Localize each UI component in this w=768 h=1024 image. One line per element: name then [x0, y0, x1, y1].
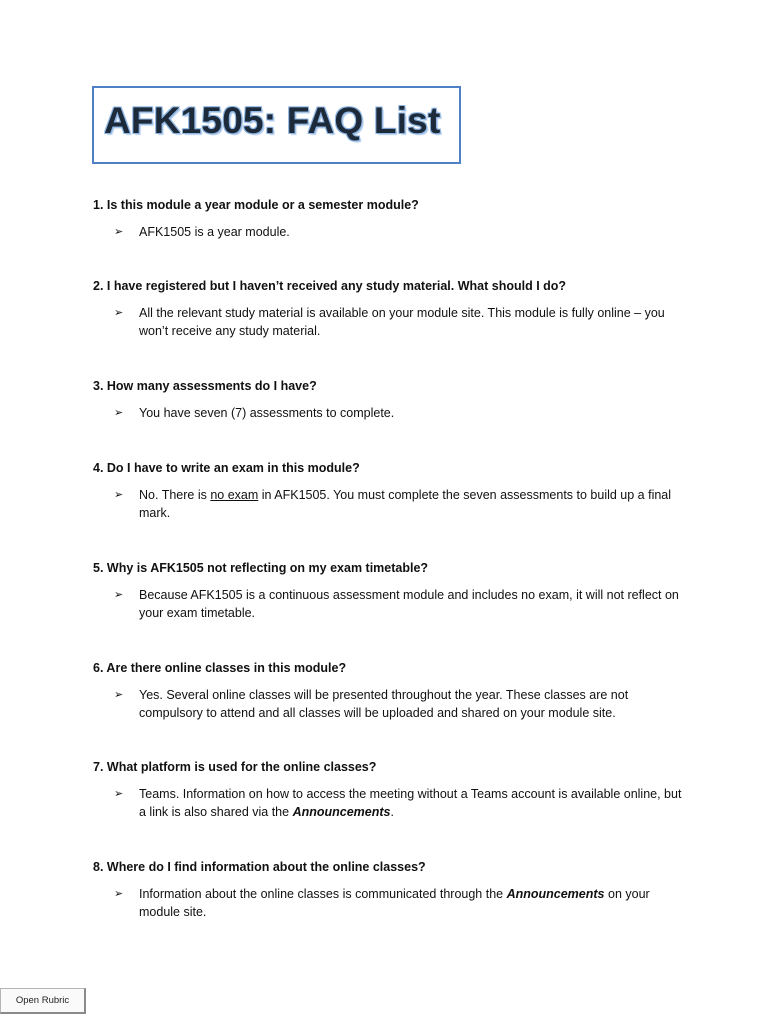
- faq-answer-text: AFK1505 is a year module.: [139, 225, 290, 239]
- faq-answer-text: You have seven (7) assessments to complete.: [139, 406, 395, 420]
- faq-question: 1. Is this module a year module or a semester module?: [93, 198, 419, 212]
- arrow-bullet-icon: ➢: [114, 888, 124, 900]
- faq-question: 3. How many assessments do I have?: [93, 379, 317, 393]
- open-rubric-button[interactable]: Open Rubric: [0, 988, 86, 1014]
- faq-answer-text-post: on your module site.: [139, 887, 650, 919]
- faq-answer: [93, 586, 683, 622]
- faq-question: 6. Are there online classes in this module?: [93, 661, 347, 675]
- faq-answer: [93, 404, 683, 422]
- faq-question: 4. Do I have to write an exam in this module?: [93, 461, 360, 475]
- faq-item-2: [93, 277, 683, 340]
- faq-answer-text: Because AFK1505 is a continuous assessment module and includes no exam, it will not reflect on your exam timetable.: [139, 588, 679, 620]
- faq-answer-emphasis: Announcements: [506, 887, 605, 901]
- arrow-bullet-icon: ➢: [114, 226, 124, 238]
- faq-answer-emphasis: Announcements: [292, 805, 391, 819]
- faq-answer-text: All the relevant study material is available on your module site. This module is fully online – you won’t receive any study material.: [139, 306, 665, 338]
- faq-answer-text: Yes. Several online classes will be presented throughout the year. These classes are not compulsory to attend and all classes will be uploaded and shared on your module site.: [139, 688, 629, 720]
- faq-answer: [93, 885, 683, 921]
- faq-answer-text-post: in AFK1505. You must complete the seven assessments to build up a final mark.: [139, 488, 672, 520]
- document-title: AFK1505: FAQ List: [104, 100, 441, 141]
- faq-answer-text-post: .: [390, 805, 394, 819]
- faq-item-4: [93, 459, 683, 522]
- faq-answer: [93, 486, 683, 522]
- faq-answer: [93, 686, 683, 722]
- faq-item-6: [93, 659, 683, 722]
- faq-answer-text-pre: No. There is: [139, 488, 211, 502]
- arrow-bullet-icon: ➢: [114, 307, 124, 319]
- faq-question: 2. I have registered but I haven’t received any study material. What should I do?: [93, 279, 567, 293]
- faq-item-1: [93, 196, 683, 241]
- title-box: [92, 86, 461, 164]
- faq-answer: [93, 304, 683, 340]
- arrow-bullet-icon: ➢: [114, 489, 124, 501]
- faq-item-5: [93, 559, 683, 622]
- faq-answer-text-pre: Teams. Information on how to access the meeting without a Teams account is available online, but a link is also shared via the: [139, 787, 682, 819]
- arrow-bullet-icon: ➢: [114, 407, 124, 419]
- arrow-bullet-icon: ➢: [114, 788, 124, 800]
- faq-item-7: [93, 758, 683, 821]
- arrow-bullet-icon: ➢: [114, 589, 124, 601]
- faq-question: 5. Why is AFK1505 not reflecting on my exam timetable?: [93, 561, 429, 575]
- faq-answer: [93, 223, 683, 241]
- faq-answer-text-pre: Information about the online classes is communicated through the: [139, 887, 507, 901]
- faq-item-3: [93, 377, 683, 422]
- faq-answer: [93, 785, 683, 821]
- faq-question: 7. What platform is used for the online classes?: [93, 760, 377, 774]
- faq-question: 8. Where do I find information about the online classes?: [93, 860, 426, 874]
- arrow-bullet-icon: ➢: [114, 689, 124, 701]
- faq-item-8: [93, 858, 683, 921]
- faq-answer-underlined: no exam: [210, 488, 259, 502]
